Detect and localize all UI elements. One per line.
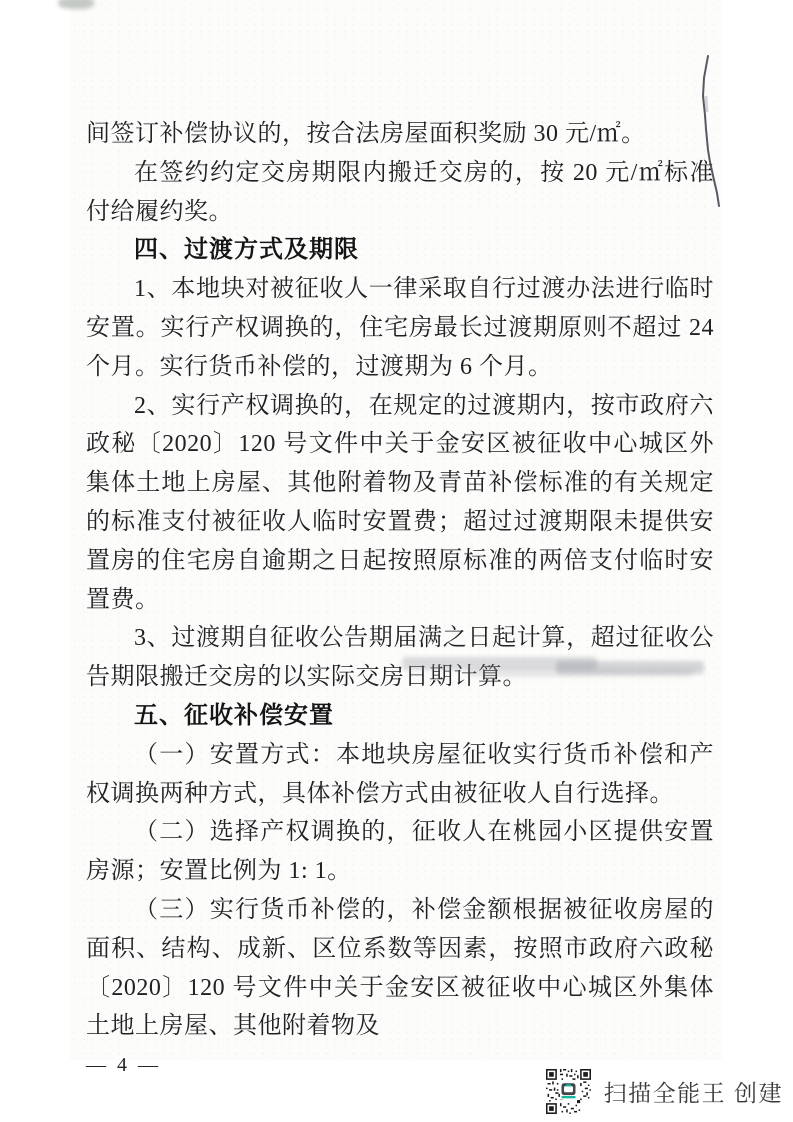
camscanner-watermark — [546, 1069, 783, 1114]
scan-smudge — [58, 0, 94, 9]
body-paragraph: （一）安置方式：本地块房屋征收实行货币补偿和产权调换两种方式，具体补偿方式由被征收人自行选择。 — [86, 741, 714, 807]
body-paragraph: 间签订补偿协议的，按合法房屋面积奖励 30 元/㎡。 — [86, 121, 646, 147]
body-paragraph: 2、实行产权调换的，在规定的过渡期内，按市政府六政秘〔2020〕120 号文件中关于金安区被征收中心城区外集体土地上房屋、其他附着物及青苗补偿标准的有关规定的标准支付被征收人临时安置费；超过过渡期限未提供安置房的住宅房自逾期之日起按照原标准的两倍支付临时安置费。 — [86, 392, 714, 613]
section-heading-4: 四、过渡方式及期限 — [134, 236, 359, 264]
body-paragraph: （三）实行货币补偿的，补偿金额根据被征收房屋的面积、结构、成新、区位系数等因素，按照市政府六政秘〔2020〕120 号文件中关于金安区被征收中心城区外集体土地上房屋、其他附着物及 — [86, 896, 714, 1040]
body-paragraph: （二）选择产权调换的，征收人在桃园小区提供安置房源；安置比例为 1: 1。 — [86, 819, 714, 885]
watermark-label: 扫描全能王 创建 — [603, 1080, 783, 1106]
camscanner-logo-icon — [560, 1082, 577, 1100]
body-paragraph: 在签约约定交房期限内搬迁交房的，按 20 元/㎡标准付给履约奖。 — [86, 159, 714, 225]
section-heading-5: 五、征收补偿安置 — [134, 701, 334, 729]
body-paragraph: 3、过渡期自征收公告期届满之日起计算，超过征收公告期限搬迁交房的以实际交房日期计算。 — [86, 625, 714, 691]
qr-code-icon — [546, 1069, 591, 1114]
page-number: — 4 — — [86, 1054, 161, 1077]
bleed-through-artifact — [468, 669, 693, 677]
body-paragraph: 1、本地块对被征收人一律采取自行过渡办法进行临时安置。实行产权调换的，住宅房最长过渡期原则不超过 24 个月。实行货币补偿的，过渡期为 6 个月。 — [86, 276, 714, 380]
document-body — [86, 115, 714, 1085]
scanned-page — [70, 0, 722, 1077]
